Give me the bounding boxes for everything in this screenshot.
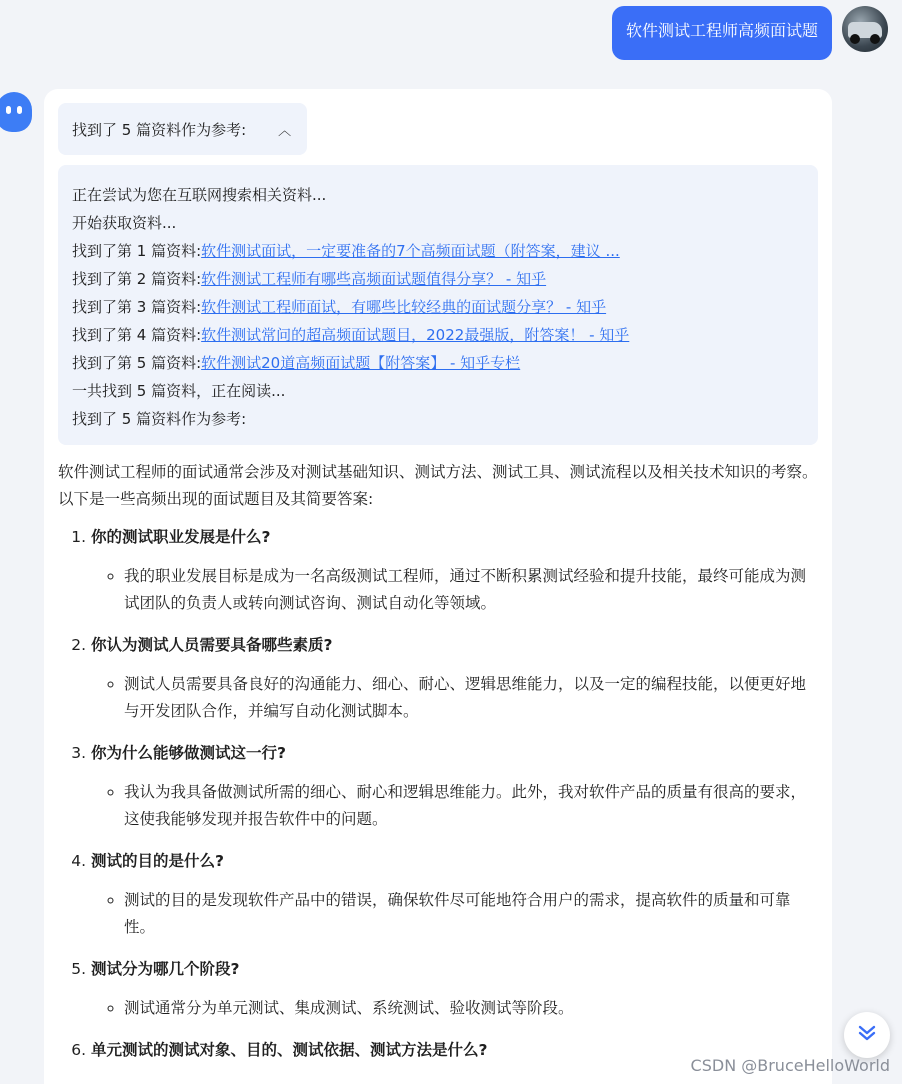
- references-toggle-label: 找到了 5 篇资料作为参考:: [72, 120, 247, 139]
- answer: ◦ 测试通常分为单元测试、集成测试、系统测试、验收测试等阶段。: [124, 995, 818, 1022]
- reference-link[interactable]: 软件测试常问的超高频面试题目，2022最强版，附答案！ - 知乎: [201, 326, 630, 344]
- user-message-row: [612, 6, 888, 60]
- double-chevron-down-icon: [856, 1022, 878, 1049]
- search-status-line: 开始获取资料...: [72, 214, 177, 232]
- reference-item: 找到了第 2 篇资料:软件测试工程师有哪些高频面试题值得分享？ - 知乎: [72, 270, 547, 288]
- user-avatar[interactable]: [842, 6, 888, 52]
- qa-item: [91, 631, 818, 725]
- reference-item: 找到了第 5 篇资料:软件测试20道高频面试题【附答案】 - 知乎专栏: [72, 354, 521, 372]
- question: 4. 测试的目的是什么?: [91, 852, 224, 870]
- qa-item: [91, 523, 818, 617]
- references-panel: [58, 165, 818, 445]
- search-status-line: 一共找到 5 篇资料，正在阅读...: [72, 382, 286, 400]
- qa-item: [91, 739, 818, 833]
- chevron-up-icon: ︿: [278, 123, 292, 139]
- references-toggle[interactable]: [58, 103, 307, 155]
- question: 3. 你为什么能够做测试这一行?: [91, 744, 286, 762]
- reference-item: 找到了第 1 篇资料:软件测试面试，一定要准备的7个高频面试题（附答案，建议 ...: [72, 242, 620, 260]
- question: 2. 你认为测试人员需要具备哪些素质?: [91, 636, 333, 654]
- question: 1. 你的测试职业发展是什么?: [91, 528, 271, 546]
- reference-link[interactable]: 软件测试工程师面试，有哪些比较经典的面试题分享？ - 知乎: [201, 298, 607, 316]
- search-status-line: 找到了 5 篇资料作为参考:: [72, 410, 247, 428]
- reference-link[interactable]: 软件测试面试，一定要准备的7个高频面试题（附答案，建议 ...: [201, 242, 620, 260]
- reference-item: 找到了第 4 篇资料:软件测试常问的超高频面试题目，2022最强版，附答案！ - 知乎: [72, 326, 630, 344]
- bot-response-card: [44, 89, 832, 1084]
- watermark: CSDN @BruceHelloWorld: [690, 1056, 890, 1075]
- reference-item: 找到了第 3 篇资料:软件测试工程师面试，有哪些比较经典的面试题分享？ - 知乎: [72, 298, 607, 316]
- answer-intro: 软件测试工程师的面试通常会涉及对测试基础知识、测试方法、测试工具、测试流程以及相关技术知识的考察。以下是一些高频出现的面试题目及其简要答案:: [58, 463, 818, 508]
- answer: ◦ 测试人员需要具备良好的沟通能力、细心、耐心、逻辑思维能力，以及一定的编程技能，以便更好地与开发团队合作，并编写自动化测试脚本。: [124, 671, 818, 725]
- answer: ◦ 我认为我具备做测试所需的细心、耐心和逻辑思维能力。此外，我对软件产品的质量有很高的要求，这使我能够发现并报告软件中的问题。: [124, 779, 818, 833]
- reference-link[interactable]: 软件测试工程师有哪些高频面试题值得分享？ - 知乎: [201, 270, 547, 288]
- answer: ◦ 我的职业发展目标是成为一名高级测试工程师，通过不断积累测试经验和提升技能，最终可能成为测试团队的负责人或转向测试咨询、测试自动化等领域。: [124, 563, 818, 617]
- qa-item: [91, 955, 818, 1022]
- bot-avatar: [0, 92, 32, 132]
- search-status-line: 正在尝试为您在互联网搜索相关资料...: [72, 186, 327, 204]
- qa-item: [91, 847, 818, 941]
- user-message-bubble: 软件测试工程师高频面试题: [612, 6, 832, 60]
- question: 5. 测试分为哪几个阶段?: [91, 960, 240, 978]
- scroll-to-bottom-button[interactable]: [844, 1012, 890, 1058]
- question: 6. 单元测试的测试对象、目的、测试依据、测试方法是什么?: [91, 1041, 488, 1059]
- qa-list: [58, 523, 818, 1064]
- reference-link[interactable]: 软件测试20道高频面试题【附答案】 - 知乎专栏: [201, 354, 521, 372]
- answer: ◦ 测试的目的是发现软件产品中的错误，确保软件尽可能地符合用户的需求，提高软件的质量和可靠性。: [124, 887, 818, 941]
